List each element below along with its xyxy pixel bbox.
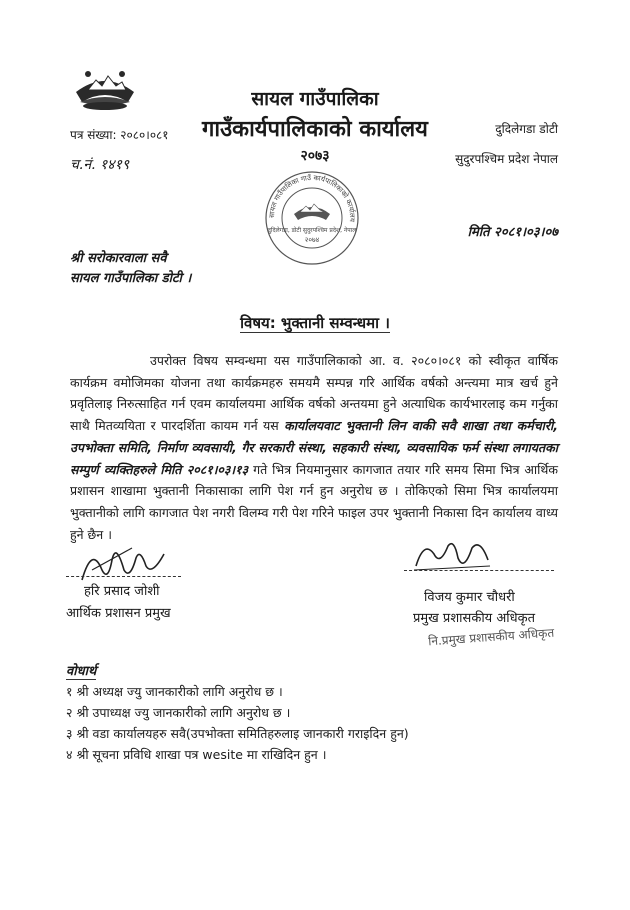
letter-date: मिति २०८१।०३।०७ — [467, 225, 558, 240]
left-signatory-name: हरि प्रसाद जोशी — [84, 584, 160, 599]
subject-line: विषय: भुक्तानी सम्वन्धमा । — [240, 314, 390, 332]
chalani-number: च.नं. १४१९ — [70, 157, 130, 173]
body-paragraph: उपरोक्त विषय सम्वन्धमा यस गाउँपालिकाको आ. व. २०८०।०८१ को स्वीकृत वार्षिक कार्यक्रम वमोजिमका योजना तथा कार्यक्रमहरु समयमै सम्पन्न गरि आर्थिक वर्षको अन्त्यमा मात्र खर्च हुने प्रवृतिलाइ निरुत्साहित गर्न एवम कार्यालयमा आर्थिक वर्षको अन्तयमा हुने अत्याधिक कार्यभारलाइ कम गर्नुका साथै मितव्ययिता र पारदर्शिता कायम गर्न यस — [70, 353, 558, 434]
body-emphasis: कार्यालयवाट भुक्तानी लिन वाकी सवै शाखा तथा कर्मचारी, उपभोक्ता समिति, निर्माण व्यवसायी, गैर सरकारी संस्था, सहकारी संस्था, व्यवसायिक फर्म संस्था लगायतका सम्पुर्ण व्यक्तिहरुले मिति २०८१।०३।१३ — [70, 418, 558, 477]
org-name: सायल गाउँपालिका — [251, 88, 379, 110]
province: सुदुरपश्चिम प्रदेश नेपाल — [455, 152, 558, 166]
cc-item: ४ श्री सूचना प्रविधि शाखा पत्र wesite मा राखिदिन हुन । — [66, 747, 327, 762]
right-signature-line — [404, 570, 554, 571]
left-signature-line — [66, 576, 181, 577]
cc-item: १ श्री अध्यक्ष ज्यु जानकारीको लागि अनुरोध छ । — [66, 684, 283, 699]
establishment-year: २०७३ — [300, 148, 330, 164]
cc-item: २ श्री उपाध्यक्ष ज्यु जानकारीको लागि अनुरोध छ । — [66, 705, 291, 720]
cc-item: ३ श्री वडा कार्यालयहरु सवै(उपभोक्ता समितिहरुलाइ जानकारी गराइदिन हुन) — [66, 726, 409, 741]
officer-stamp: नि.प्रमुख प्रशासकीय अधिकृत — [427, 625, 555, 649]
right-signatory-name: विजय कुमार चौधरी — [424, 590, 515, 605]
svg-text:दुदिलेगडा, डोटी सुदुरपश्चिम प्: दुदिलेगडा, डोटी सुदुरपश्चिम प्रदेश, नेपाल — [267, 227, 357, 234]
patra-sankhya: पत्र संख्या: २०८०।०८१ — [70, 128, 169, 142]
letter-body — [70, 350, 558, 545]
bodharth-heading: वोधार्थ — [66, 661, 96, 680]
svg-text:२०७४: २०७४ — [304, 236, 320, 244]
location: दुदिलेगडा डोटी — [495, 122, 558, 136]
left-signatory-title: आर्थिक प्रशासन प्रमुख — [66, 606, 171, 621]
office-name: गाउँकार्यपालिकाको कार्यालय — [202, 117, 428, 142]
svg-text:सायल गाउँपालिका गाउँ कार्यपालि: सायल गाउँपालिका गाउँ कार्यपालिकाको कार्यालय — [267, 173, 357, 223]
office-seal — [262, 168, 362, 268]
addressee-line-2: सायल गाउँपालिका डोटी । — [70, 271, 192, 286]
left-signature-icon — [72, 540, 172, 586]
body-paragraph-end: गते भित्र नियमानुसार कागजात तयार गरि समय सिमा भित्र आर्थिक प्रशासन शाखामा भुक्तानी निकासाका लागि पेश गर्न हुन अनुरोध छ । तोकिएको सिमा भित्र कार्यालयमा भुक्तानीको लागि कागजात पेश नगरी विलम्व गरी पेश गरिने फाइल उपर भुक्तानी निकासा दिन कार्यालय वाध्य हुने छैन । — [70, 461, 559, 542]
right-signatory-title: प्रमुख प्रशासकीय अधिकृत — [413, 611, 536, 626]
addressee-line-1: श्री सरोकारवाला सवै — [70, 251, 167, 266]
